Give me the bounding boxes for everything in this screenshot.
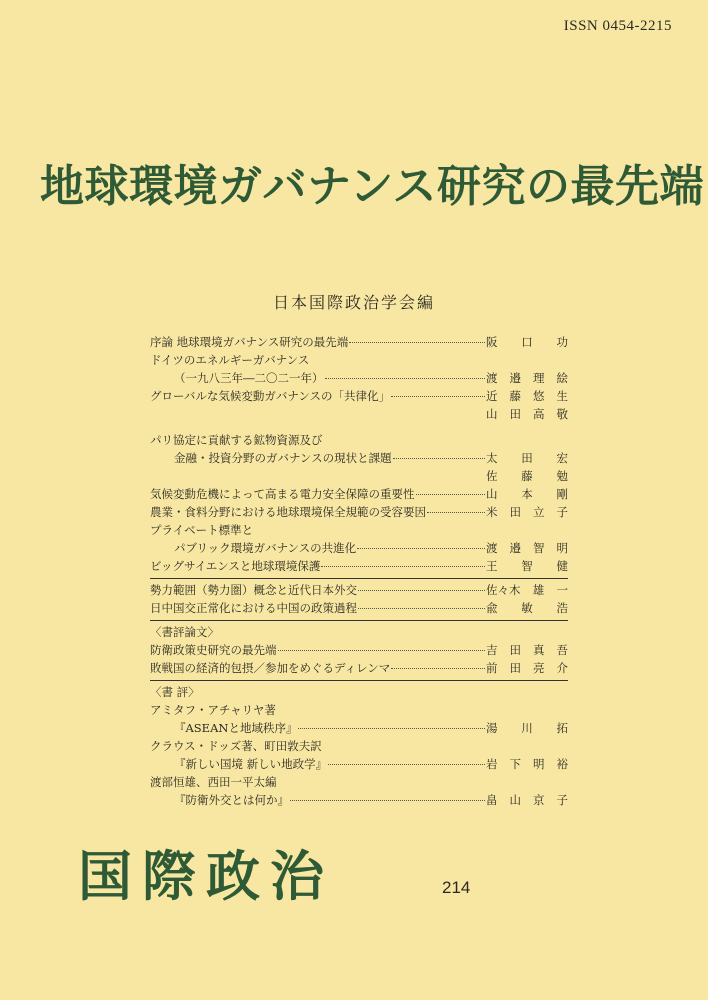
dot-leader	[298, 727, 485, 729]
author-char: 雄	[532, 583, 545, 597]
toc-group-review-articles	[150, 641, 568, 677]
toc-entry-title: プライベート標準と	[150, 523, 254, 537]
toc-entry-author	[486, 719, 568, 737]
toc-group-independent	[150, 581, 568, 617]
author-char: 一	[556, 583, 568, 597]
author-char: 明	[533, 757, 545, 771]
author-char: 田	[509, 407, 521, 421]
toc-entry-title: 序論 地球環境ガバナンス研究の最先端	[150, 335, 349, 349]
toc-entry	[150, 351, 568, 369]
author-char: 前	[486, 661, 498, 675]
toc-group-main	[150, 333, 568, 423]
toc-entry-title: クラウス・ドッズ著、町田敦夫訳	[150, 739, 322, 753]
author-char: 山	[509, 793, 521, 807]
author-char: 田	[509, 505, 521, 519]
author-char: 畠	[486, 793, 498, 807]
dot-leader	[358, 589, 485, 591]
toc-entry-title: 気候変動危機によって高まる電力安全保障の重要性	[150, 487, 415, 501]
author-char: 理	[533, 371, 545, 385]
author-char: 本	[521, 487, 533, 501]
author-char: 裕	[556, 757, 568, 771]
author-char: 敬	[556, 407, 568, 421]
toc-entry-title: 勢力範囲（勢力圏）概念と近代日本外交	[150, 583, 357, 597]
dot-leader	[325, 377, 486, 379]
toc-entry-title: ドイツのエネルギーガバナンス	[150, 353, 310, 367]
author-char: 湯	[486, 721, 498, 735]
toc-entry	[150, 557, 568, 575]
author-char: 宏	[556, 451, 568, 465]
author-char: 近	[486, 389, 498, 403]
toc-entry-title: パブリック環境ガバナンスの共進化	[174, 541, 357, 555]
toc-entry-title: ビッグサイエンスと地球環境保護	[150, 559, 321, 573]
author-char: 浩	[556, 601, 568, 615]
author-char: 京	[533, 793, 545, 807]
toc-entry-author	[486, 791, 568, 809]
toc-group-articles	[150, 431, 568, 575]
toc-group-reviews	[150, 701, 568, 809]
toc-entry-author	[486, 369, 568, 387]
table-of-contents	[150, 333, 568, 809]
dot-leader	[328, 763, 485, 765]
divider	[150, 680, 568, 681]
toc-entry-author	[486, 557, 568, 575]
issn-label: ISSN 0454-2215	[563, 18, 672, 34]
toc-entry-author	[486, 599, 568, 617]
dot-leader	[357, 547, 485, 549]
author-char: 米	[486, 505, 498, 519]
toc-entry-title: 『新しい国境 新しい地政学』	[174, 757, 328, 771]
book-title: 地球環境ガバナンス研究の最先端	[40, 161, 704, 212]
toc-entry	[150, 641, 568, 659]
toc-entry	[150, 659, 568, 677]
toc-entry-author	[486, 387, 568, 405]
dot-leader	[391, 667, 485, 669]
author-char: 勉	[556, 469, 568, 483]
toc-entry	[150, 755, 568, 773]
toc-entry-title: 防衛政策史研究の最先端	[150, 643, 277, 657]
author-char: 智	[533, 541, 545, 555]
toc-entry-title: アミタフ・アチャリヤ著	[150, 703, 276, 717]
toc-entry-title: 『防衛外交とは何か』	[174, 793, 289, 807]
toc-entry	[150, 773, 568, 791]
author-char: 王	[486, 559, 498, 573]
author-char: 亮	[533, 661, 545, 675]
toc-entry-author	[486, 581, 568, 599]
author-char: 藤	[521, 469, 533, 483]
author-char: 子	[556, 505, 568, 519]
toc-entry	[150, 431, 568, 449]
author-char: 藤	[509, 389, 521, 403]
author-char: 田	[509, 643, 521, 657]
toc-entry-author	[486, 539, 568, 557]
toc-entry-title: 金融・投資分野のガバナンスの現状と課題	[174, 451, 392, 465]
dot-leader	[321, 565, 485, 567]
author-char: 川	[521, 721, 533, 735]
toc-entry-title: （一九八三年―二〇二一年）	[174, 371, 324, 385]
author-char: 拓	[556, 721, 568, 735]
toc-entry	[150, 701, 568, 719]
author-char: 下	[509, 757, 521, 771]
author-char: 佐	[486, 469, 498, 483]
author-char: 太	[486, 451, 498, 465]
toc-entry	[150, 599, 568, 617]
author-char: 岩	[486, 757, 498, 771]
author-char: 子	[556, 793, 568, 807]
section-heading-review-articles: 〈書評論文〉	[150, 625, 219, 639]
author-char: 邉	[509, 541, 521, 555]
author-char: 田	[521, 451, 533, 465]
dot-leader	[290, 799, 485, 801]
editor-label: 日本国際政治学会編	[272, 293, 435, 312]
dot-leader	[427, 511, 485, 513]
dot-leader	[393, 457, 485, 459]
toc-entry-author	[486, 659, 568, 677]
author-char: 吉	[486, 643, 498, 657]
author-char: 真	[533, 643, 545, 657]
toc-entry-author	[486, 467, 568, 485]
toc-entry	[150, 369, 568, 387]
issue-number: 214	[442, 878, 471, 897]
author-char: 吾	[556, 643, 568, 657]
author-char: 山	[486, 407, 498, 421]
toc-entry	[150, 405, 568, 423]
dot-leader	[349, 341, 485, 343]
divider	[150, 620, 568, 621]
toc-entry-title: 渡部恒雄、西田一平太編	[150, 775, 277, 789]
author-char: 高	[533, 407, 545, 421]
author-char: 山	[486, 487, 498, 501]
journal-logo: 国際政治	[78, 845, 334, 908]
author-char: 敏	[521, 601, 533, 615]
author-char: 佐々木	[486, 583, 521, 597]
dot-leader	[416, 493, 486, 495]
toc-entry-title: 敗戦国の経済的包摂／参加をめぐるディレンマ	[150, 661, 391, 675]
author-char: 立	[533, 505, 545, 519]
author-char: 邉	[509, 371, 521, 385]
toc-entry-title: 日中国交正常化における中国の政策過程	[150, 601, 357, 615]
toc-entry	[150, 387, 568, 405]
author-char: 渡	[486, 541, 498, 555]
author-char: 田	[509, 661, 521, 675]
toc-entry	[150, 467, 568, 485]
author-char: 健	[556, 559, 568, 573]
author-char: 功	[556, 335, 568, 349]
author-char: 阪	[486, 335, 498, 349]
toc-entry	[150, 791, 568, 809]
author-char: 兪	[486, 601, 498, 615]
toc-entry-author	[486, 755, 568, 773]
toc-entry	[150, 581, 568, 599]
author-char: 介	[556, 661, 568, 675]
toc-entry-author	[486, 333, 568, 351]
toc-entry-title: 農業・食料分野における地球環境保全規範の受容要因	[150, 505, 426, 519]
toc-entry-title: グローバルな気候変動ガバナンスの「共律化」	[150, 389, 391, 403]
divider	[150, 578, 568, 579]
toc-entry	[150, 737, 568, 755]
author-char: 生	[556, 389, 568, 403]
author-char: 明	[556, 541, 568, 555]
toc-entry	[150, 719, 568, 737]
toc-entry	[150, 485, 568, 503]
toc-entry-title: 『ASEANと地域秩序』	[174, 721, 298, 735]
toc-entry-author	[486, 641, 568, 659]
dot-leader	[358, 607, 485, 609]
toc-entry-title: パリ協定に貢献する鉱物資源及び	[150, 433, 323, 447]
section-heading-reviews: 〈書 評〉	[150, 685, 200, 699]
dot-leader	[391, 395, 485, 397]
toc-entry	[150, 333, 568, 351]
toc-entry	[150, 503, 568, 521]
toc-entry-author	[486, 485, 568, 503]
author-char: 剛	[556, 487, 568, 501]
author-char: 口	[521, 335, 533, 349]
toc-entry-author	[486, 503, 568, 521]
toc-entry	[150, 539, 568, 557]
toc-entry-author	[486, 449, 568, 467]
toc-entry	[150, 521, 568, 539]
author-char: 渡	[486, 371, 498, 385]
toc-entry	[150, 449, 568, 467]
author-char: 智	[521, 559, 533, 573]
toc-entry-author	[486, 405, 568, 423]
author-char: 悠	[533, 389, 545, 403]
author-char: 絵	[556, 371, 568, 385]
dot-leader	[278, 649, 486, 651]
